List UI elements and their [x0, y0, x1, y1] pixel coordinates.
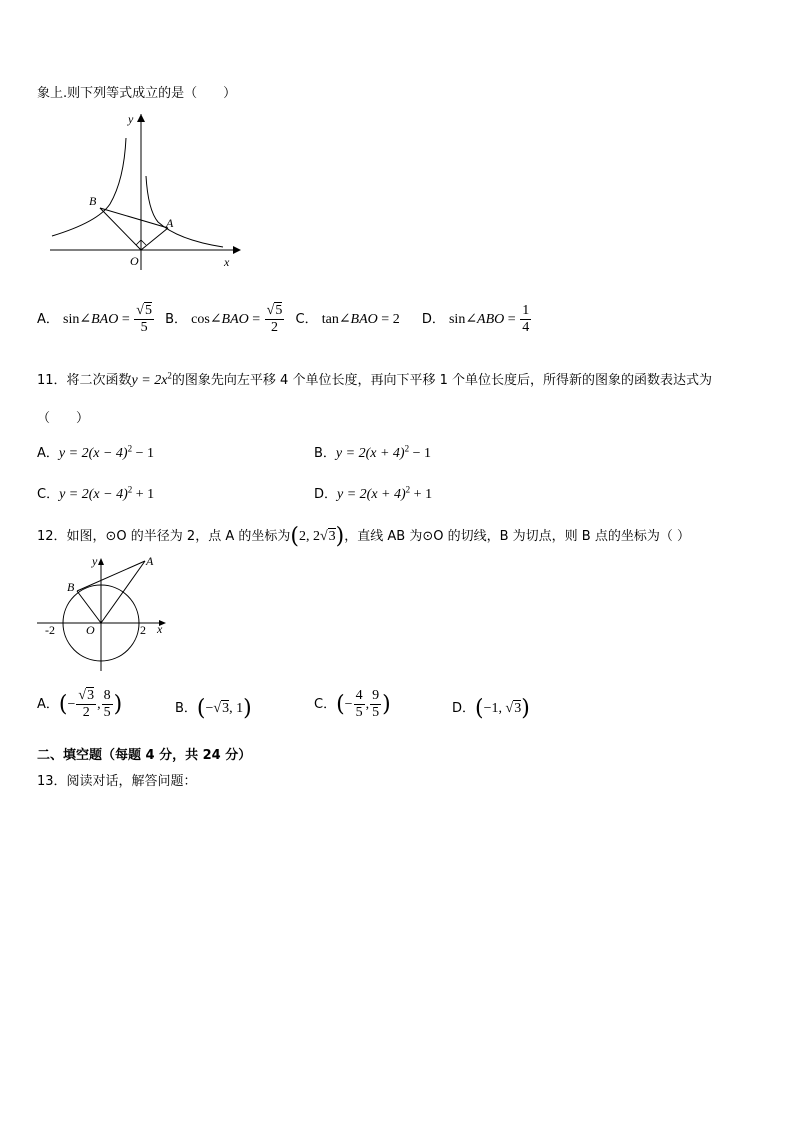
q12-coord-sqrt: 3: [328, 529, 336, 544]
q12-option-a-letter: A．: [37, 697, 59, 712]
q12-option-c-letter: C．: [314, 697, 337, 712]
q11-option-c-body: y = 2(x − 4): [59, 487, 128, 502]
q10-option-d-eq: =: [504, 312, 520, 327]
q10-option-d-value: $\frac{1}{4}$: [522, 303, 530, 335]
q10-label-A: A: [166, 216, 174, 230]
q11-option-c-exp: 2: [127, 484, 133, 495]
q12-label-B: B: [67, 580, 75, 594]
q12-label-2: 2: [140, 623, 146, 637]
q10-stem: 象上.则下列等式成立的是（ ）: [37, 86, 237, 101]
q11-option-d-body: y = 2(x + 4): [337, 487, 406, 502]
q10-option-c-func: tan: [321, 312, 339, 327]
q11-option-c-tail: + 1: [132, 487, 155, 502]
q11-option-c-letter: C．: [37, 487, 60, 502]
q12-text2: ，直线 AB 为⊙O 的切线，B 为切点，则 B 点的坐标为（ ）: [344, 529, 690, 544]
q11-expr: y = 2x: [131, 373, 168, 388]
q10-option-a-value: $\frac{√5}{5}$: [136, 303, 152, 335]
q11-option-d: [314, 483, 432, 503]
q12-option-b-letter: B．: [175, 701, 197, 716]
q10-option-b-eq: =: [248, 312, 264, 327]
q10-option-b-func: cos: [191, 312, 210, 327]
q11-option-a-tail: − 1: [132, 446, 154, 461]
q11-option-a: [37, 442, 154, 462]
q12-stem: 12．如图，⊙O 的半径为 2，点 A 的坐标为(2, 2√3)，直线 AB 为⊙O 的切线，B 为切点，则 B 点的坐标为（ ）: [37, 524, 690, 549]
q12-option-c: C．(− $\frac{4}{5}$ , $\frac{9}{5}$ ): [314, 688, 391, 720]
q12-option-b: B．(−√3, 1): [175, 696, 252, 721]
q11-paren: （ ）: [37, 411, 90, 426]
q13-stem: 13．阅读对话，解答问题：: [37, 774, 197, 789]
q11-stem: [37, 369, 712, 389]
q10-option-d-angle: ∠ABO: [465, 312, 505, 327]
q12-option-a: A．(− $\frac{√3}{2}$ , $\frac{8}{5}$ ): [37, 688, 123, 720]
q10-option-d-letter: D．: [421, 312, 445, 327]
q11-option-a-exp: 2: [127, 443, 133, 454]
q11-option-b-tail: − 1: [409, 446, 431, 461]
q10-label-B: B: [89, 194, 97, 208]
q10-options: [37, 303, 532, 336]
q12-option-d-sqrt: 3: [514, 701, 522, 716]
q12-option-c-sign: −: [344, 697, 353, 712]
q10-option-c-eq: =: [377, 312, 393, 327]
q11-number: 11．将二次函数: [37, 373, 132, 388]
q12-option-b-sqrt: 3: [222, 701, 230, 716]
q10-label-O: O: [130, 254, 139, 268]
q10-option-b-letter: B．: [165, 312, 187, 327]
q11-text: 的图象先向左平移 4 个单位长度，再向下平移 1 个单位长度后，所得新的图象的函数表达式为: [171, 373, 712, 388]
section-title: 二、填空题（每题 4 分，共 24 分）: [37, 748, 252, 763]
q11-option-d-tail: + 1: [410, 487, 433, 502]
q12-label-y: y: [92, 554, 98, 568]
q10-option-d-func: sin: [448, 312, 466, 327]
q11-option-b-letter: B．: [314, 446, 336, 461]
q12-coord-a: 2, 2: [298, 529, 320, 544]
q12-option-d-letter: D．: [452, 701, 476, 716]
q10-option-b-angle: ∠BAO: [209, 312, 249, 327]
q11-option-b: [314, 442, 431, 462]
q11-option-a-letter: A．: [37, 446, 59, 461]
q10-option-c-value: 2: [392, 312, 400, 327]
q10-figure: [48, 110, 248, 270]
q12-label-O: O: [86, 623, 95, 637]
q11-option-b-body: y = 2(x + 4): [335, 446, 405, 461]
q11-option-c: [37, 483, 154, 503]
q10-option-a-angle: ∠BAO: [79, 312, 119, 327]
q12-option-a-sign: −: [67, 697, 76, 712]
q11-option-a-body: y = 2(x − 4): [58, 446, 128, 461]
q11-exp: 2: [167, 370, 172, 381]
q12-option-d: D．(−1, √3): [452, 696, 530, 721]
q10-option-c-angle: ∠BAO: [338, 312, 378, 327]
q11-option-b-exp: 2: [404, 443, 410, 454]
q10-label-x: x: [224, 255, 230, 269]
q11-option-d-exp: 2: [405, 484, 411, 495]
q10-option-a-eq: =: [118, 312, 134, 327]
q11-option-d-letter: D．: [314, 487, 338, 502]
curve-left: [52, 138, 126, 236]
q12-text1: 12．如图，⊙O 的半径为 2，点 A 的坐标为: [37, 529, 291, 544]
q12-option-d-pre: −1,: [483, 701, 506, 716]
q12-label-x: x: [157, 622, 163, 636]
q12-option-b-pre: −: [205, 701, 214, 716]
q12-option-b-post: , 1: [229, 701, 244, 716]
q10-option-a-func: sin: [63, 312, 80, 327]
q10-option-c-letter: C．: [295, 312, 318, 327]
q10-option-b-value: $\frac{√5}{2}$: [266, 303, 283, 335]
q10-option-a-letter: A．: [37, 312, 59, 327]
q12-label-A: A: [146, 554, 154, 568]
q10-label-y: y: [128, 112, 134, 126]
q12-figure: [35, 553, 175, 673]
q12-label-neg2: -2: [45, 623, 55, 637]
